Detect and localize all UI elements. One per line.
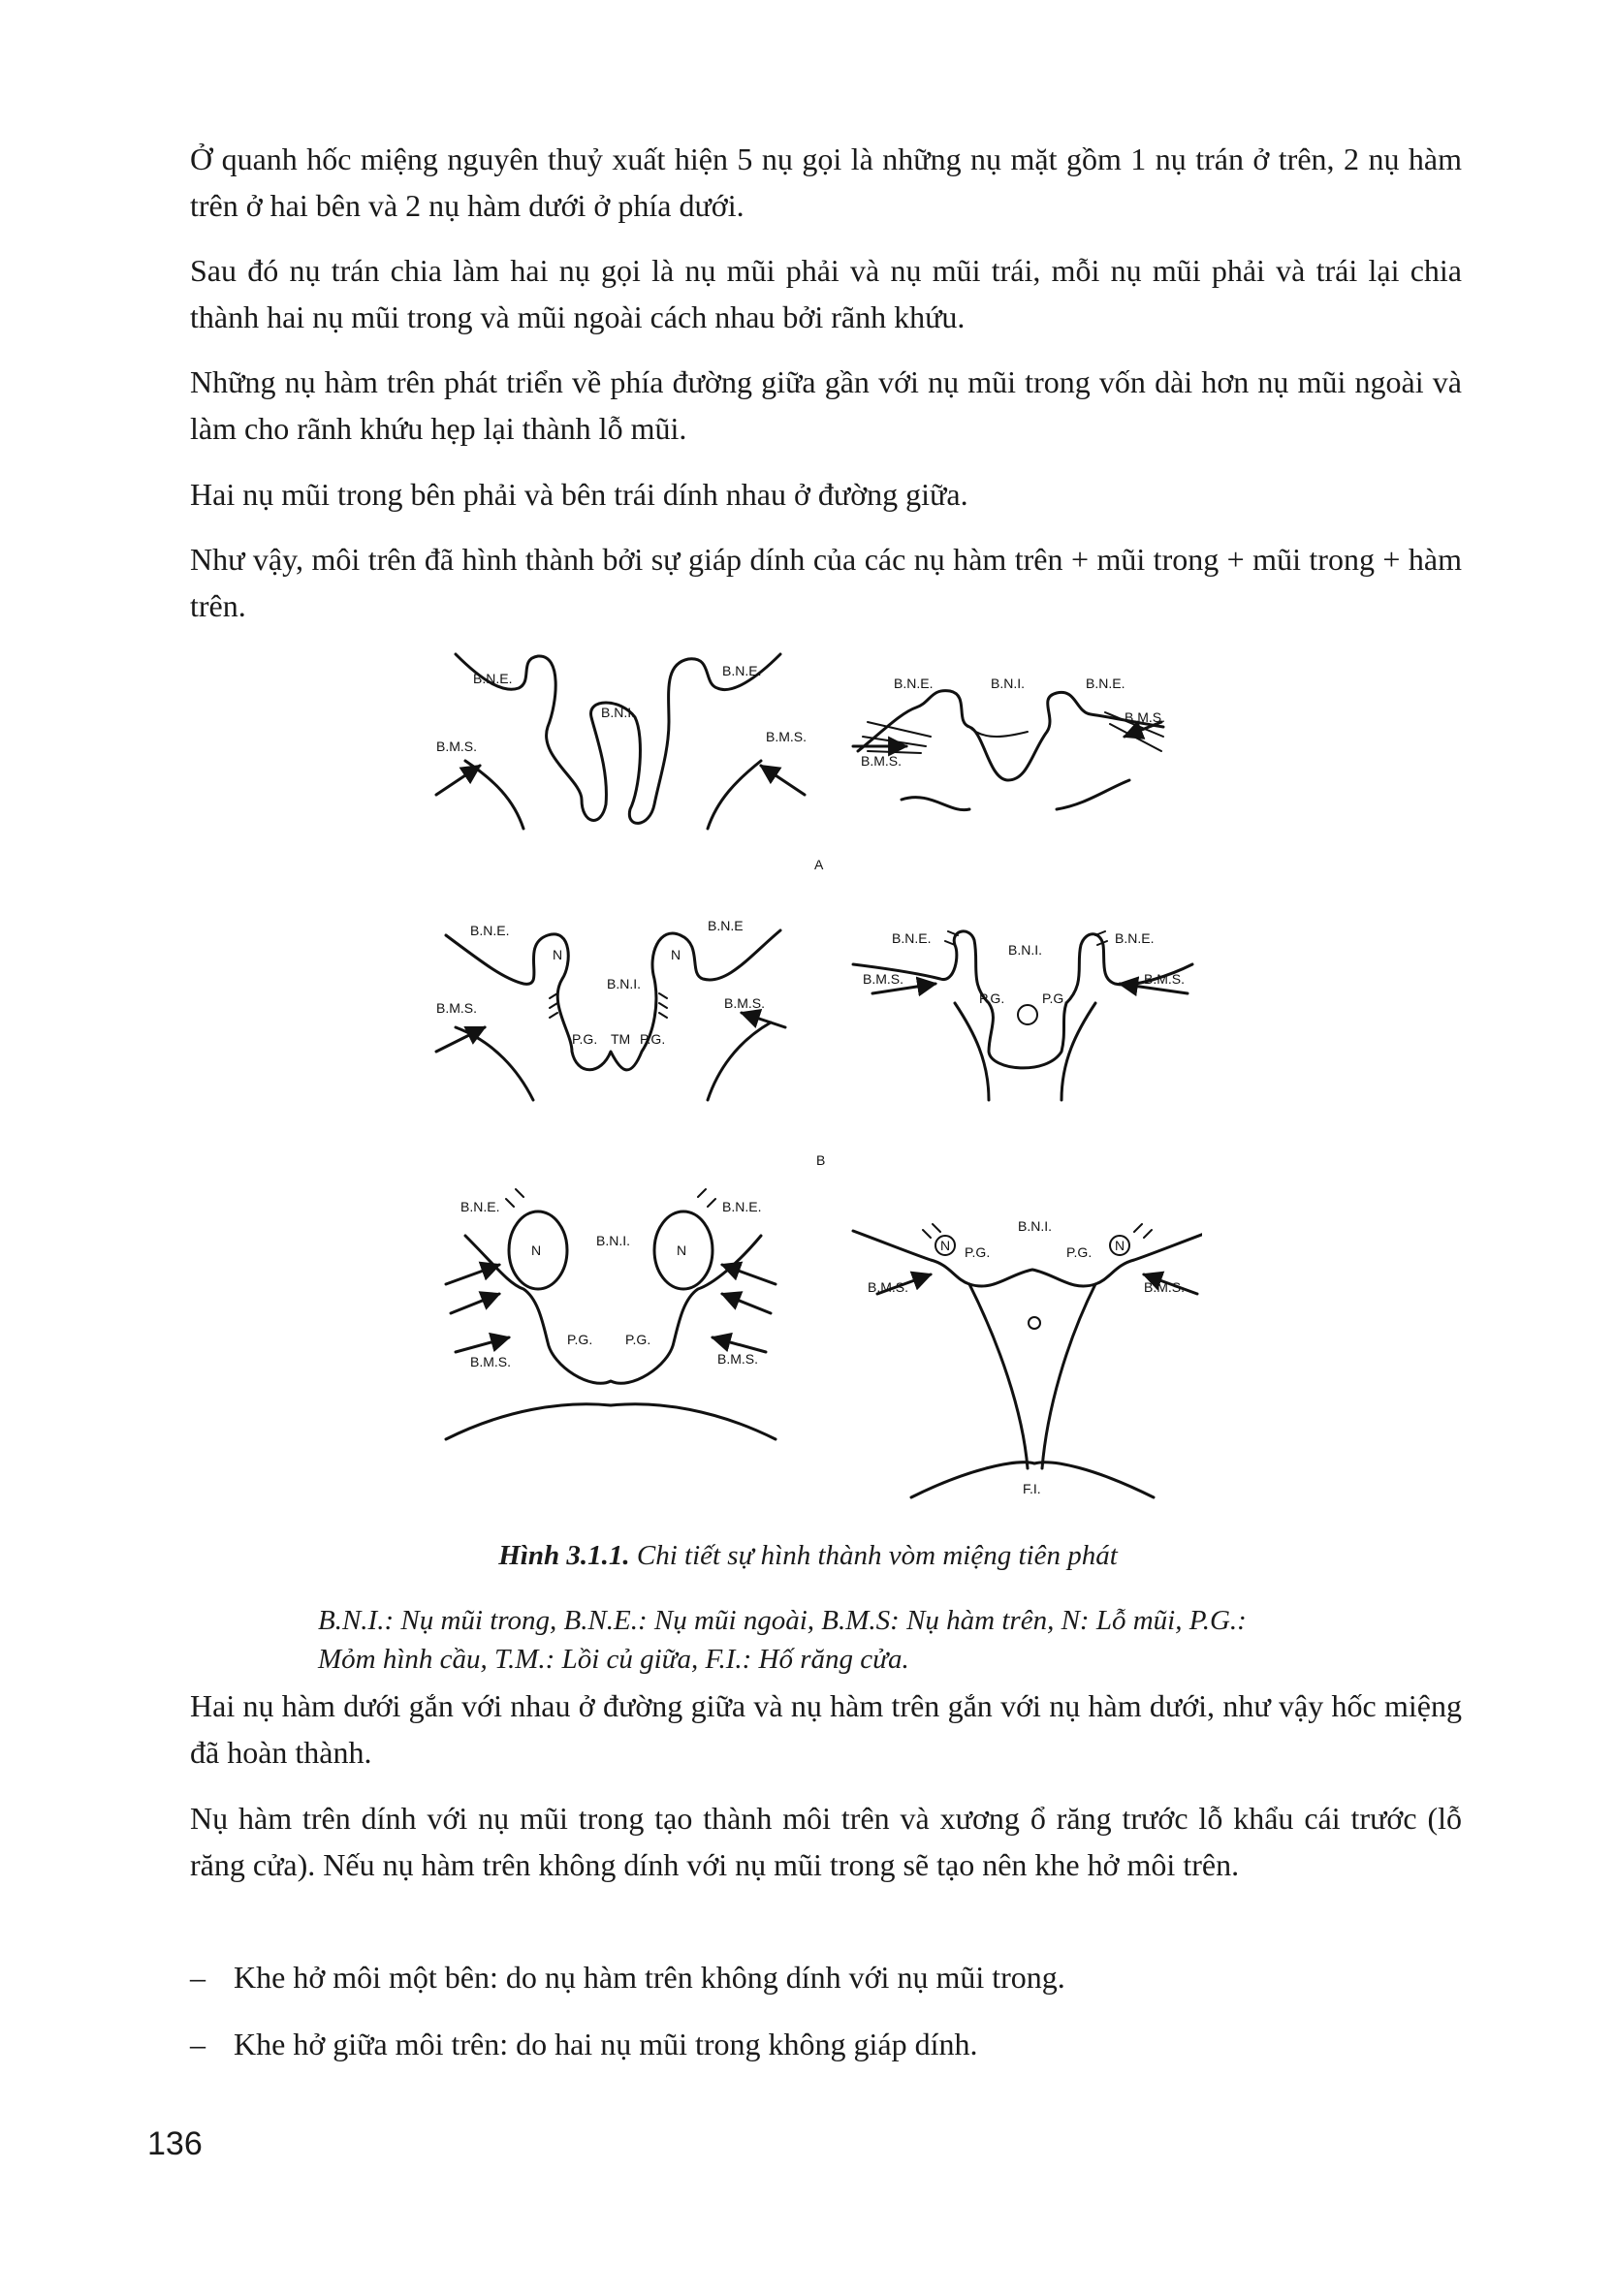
panel-c-right <box>853 1218 1202 1497</box>
label-n: N <box>677 1242 687 1258</box>
row-label-b: B <box>816 1152 826 1168</box>
paragraph-6: Hai nụ hàm dưới gắn với nhau ở đường giữa và nụ hàm trên gắn với nụ hàm dưới, như vậy hốc miệng đã hoàn thành. <box>190 1688 1462 1770</box>
figure-primary-palate <box>427 645 1202 1507</box>
label-bms: B.M.S. <box>724 995 766 1011</box>
label-bne: B.N.E. <box>722 1199 762 1214</box>
label-bne: B.N.E. <box>460 1199 500 1214</box>
label-bni: B.N.I. <box>991 676 1026 691</box>
label-bms: B.M.S. <box>1144 971 1186 987</box>
figure-drawing <box>427 645 1202 1507</box>
label-bms: B.M.S. <box>766 729 808 744</box>
label-n: N <box>1115 1238 1125 1253</box>
label-pg: P.G. <box>979 991 1005 1006</box>
figure-caption-label: Hình 3.1.1. <box>498 1540 630 1571</box>
label-bne: B.N.E <box>708 918 744 933</box>
label-bne: B.N.E. <box>892 930 932 946</box>
panel-b-right <box>853 930 1192 1100</box>
label-n: N <box>940 1238 951 1253</box>
label-bne: B.N.E. <box>473 671 513 686</box>
figure-legend: B.N.I.: Nụ mũi trong, B.N.E.: Nụ mũi ngoài, B.M.S: Nụ hàm trên, N: Lỗ mũi, P.G.: Mỏm hình cầu, T.M.: Lồi củ giữa, F.I.: Hố răng cửa. <box>318 1605 1247 1675</box>
bullet-dash: – <box>190 1960 206 1995</box>
paragraph-1: Ở quanh hốc miệng nguyên thuỷ xuất hiện 5 nụ gọi là những nụ mặt gồm 1 nụ trán ở trên, 2 nụ hàm trên ở hai bên và 2 nụ hàm dưới ở phía dưới. <box>190 142 1462 223</box>
label-pg: P.G. <box>1042 991 1068 1006</box>
label-pg: P.G. <box>572 1031 598 1047</box>
label-bms: B.M.S. <box>436 1000 478 1016</box>
label-bni: B.N.I. <box>601 705 636 720</box>
figure-caption <box>0 1536 1616 1575</box>
label-bne: B.N.E. <box>1115 930 1155 946</box>
label-pg: P.G. <box>1066 1244 1093 1260</box>
label-tm: TM <box>611 1031 631 1047</box>
label-pg: P.G. <box>567 1332 593 1347</box>
paragraph-5: Như vậy, môi trên đã hình thành bởi sự giáp dính của các nụ hàm trên + mũi trong + mũi trong + hàm trên. <box>190 542 1462 623</box>
label-bne: B.N.E. <box>470 923 510 938</box>
label-bms: B.M.S. <box>1125 709 1166 725</box>
label-bni: B.N.I. <box>1008 942 1043 958</box>
row-label-a: A <box>814 857 824 872</box>
paragraph-2: Sau đó nụ trán chia làm hai nụ gọi là nụ mũi phải và nụ mũi trái, mỗi nụ mũi phải và trái lại chia thành hai nụ mũi trong và mũi ngoài cách nhau bởi rãnh khứu. <box>190 253 1462 334</box>
label-bms: B.M.S. <box>861 753 903 769</box>
paragraph-4: Hai nụ mũi trong bên phải và bên trái dính nhau ở đường giữa. <box>190 477 968 512</box>
bullet-dash: – <box>190 2027 206 2061</box>
label-bms: B.M.S. <box>436 739 478 754</box>
bullet-text: Khe hở giữa môi trên: do hai nụ mũi trong không giáp dính. <box>234 2027 978 2061</box>
label-bms: B.M.S. <box>868 1279 909 1295</box>
label-n: N <box>531 1242 542 1258</box>
paragraph-7: Nụ hàm trên dính với nụ mũi trong tạo thành môi trên và xương ổ răng trước lỗ khẩu cái trước (lỗ răng cửa). Nếu nụ hàm trên không dính với nụ mũi trong sẽ tạo nên khe hở môi trên. <box>190 1801 1462 1882</box>
label-bni: B.N.I. <box>596 1233 631 1248</box>
label-bne: B.N.E. <box>722 663 762 678</box>
label-bni: B.N.I. <box>607 976 642 991</box>
panel-a-left <box>436 654 807 829</box>
label-n: N <box>553 947 563 962</box>
label-bms: B.M.S. <box>1144 1279 1186 1295</box>
label-pg: P.G. <box>640 1031 666 1047</box>
label-bms: B.M.S. <box>470 1354 512 1369</box>
label-bni: B.N.I. <box>1018 1218 1053 1234</box>
panel-a-right <box>853 676 1165 810</box>
label-bne: B.N.E. <box>1086 676 1125 691</box>
label-n: N <box>671 947 681 962</box>
figure-caption-text: Chi tiết sự hình thành vòm miệng tiên phát <box>636 1540 1118 1571</box>
label-pg: P.G. <box>965 1244 991 1260</box>
label-bne: B.N.E. <box>894 676 934 691</box>
panel-b-left <box>436 918 785 1100</box>
label-bms: B.M.S. <box>717 1351 759 1367</box>
page-number: 136 <box>147 2125 203 2162</box>
label-fi: F.I. <box>1023 1481 1041 1496</box>
bullet-text: Khe hở môi một bên: do nụ hàm trên không dính với nụ mũi trong. <box>234 1960 1065 1995</box>
panel-c-left <box>446 1189 776 1439</box>
label-pg: P.G. <box>625 1332 651 1347</box>
label-bms: B.M.S. <box>863 971 904 987</box>
paragraph-3: Những nụ hàm trên phát triển về phía đường giữa gần với nụ mũi trong vốn dài hơn nụ mũi ngoài và làm cho rãnh khứu hẹp lại thành lỗ mũi. <box>190 364 1462 446</box>
